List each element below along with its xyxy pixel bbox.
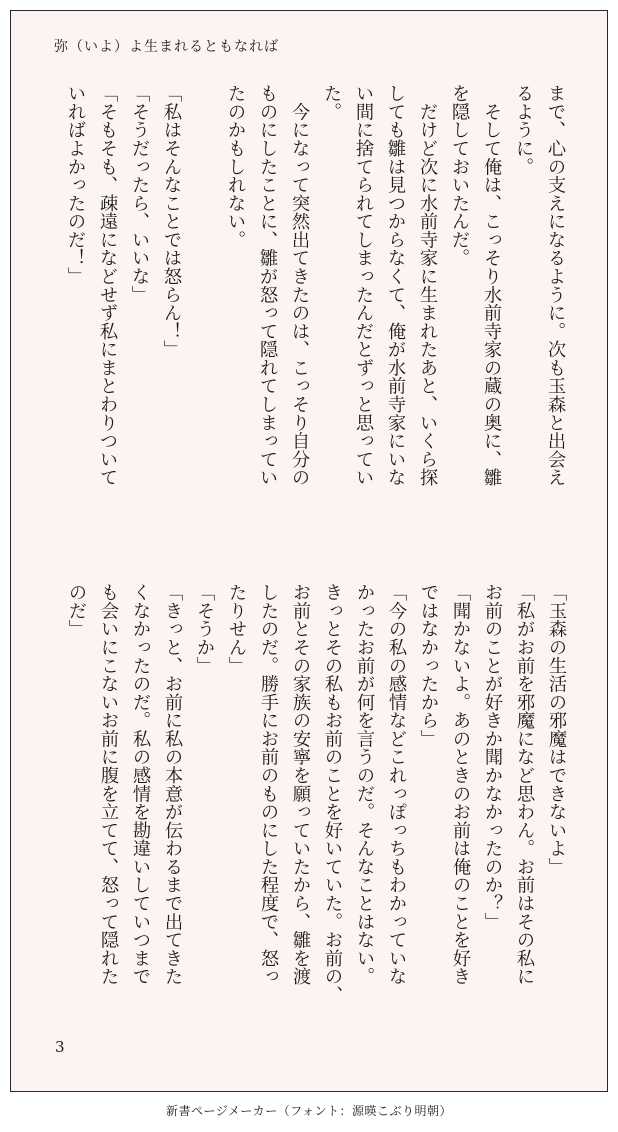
text-line: かったお前が何を言うのだ。そんなことはない。	[354, 583, 375, 986]
text-line: るように。	[513, 84, 534, 176]
text-line: 「私がお前を邪魔になど思わん。お前はその私に	[514, 583, 535, 986]
text-line: 「今の私の感情などこれっぽっちもわかっていな	[386, 583, 407, 986]
text-line: た。	[321, 84, 342, 121]
text-line: 「玉森の生活の邪魔はできないよ」	[546, 583, 567, 876]
footer-credit: 新書ページメーカー（フォント：源暎こぶり明朝）	[165, 1104, 453, 1118]
text-line: 「聞かないよ。あのときのお前は俺のことを好き	[450, 583, 471, 986]
text-line: たのかもしれない。	[225, 84, 246, 249]
text-line: 「そうか」	[194, 583, 215, 675]
page-number: 3	[55, 1038, 65, 1056]
text-line: のだ」	[66, 583, 87, 638]
text-line: い間に捨てられてしまったんだとずっと思ってい	[353, 84, 374, 487]
text-line: お前とその家族の安寧を願っていたから、雛を渡	[290, 583, 311, 986]
text-line: 「私はそんなことでは怒らん！」	[161, 84, 182, 359]
text-line: まで、心の支えになるように。次も玉森と出会え	[545, 84, 566, 487]
text-line: お前のことが好きか聞かなかったのか？」	[482, 583, 503, 931]
text-block-bottom	[60, 583, 572, 1023]
text-line: を隠しておいたんだ。	[449, 84, 470, 267]
text-line: も会いにこないお前に腹を立てて、怒って隠れた	[98, 583, 119, 986]
text-line: したのだ。勝手にお前のものにした程度で、怒っ	[258, 583, 279, 986]
text-line: いればよかったのだ！」	[65, 84, 86, 286]
text-line: ではなかったから」	[418, 583, 439, 748]
text-block-top	[59, 84, 571, 524]
text-line: 「そうだったら、いいな」	[129, 84, 150, 304]
text-line: くなかったのだ。私の感情を勘違いしていつまで	[130, 583, 151, 986]
text-line: 今になって突然出てきたのは、こっそり自分の	[289, 84, 310, 487]
text-line: だけど次に水前寺家に生まれたあと、いくら探	[417, 84, 438, 487]
text-line: そして俺は、こっそり水前寺家の蔵の奥に、雛	[481, 84, 502, 487]
text-line: しても雛は見つからなくて、俺が水前寺家にいな	[385, 84, 406, 487]
text-line: 「そもそも、疎遠になどせず私にまとわりついて	[97, 84, 118, 487]
blank-line	[187, 84, 219, 524]
text-line: きっとその私もお前のことを好いていた。お前の、	[322, 583, 343, 1004]
running-header: 弥（いよ）よ生まれるともなれば	[54, 39, 279, 55]
text-line: 「きっと、お前に私の本意が伝わるまで出てきた	[162, 583, 183, 986]
text-line: たりせん」	[226, 583, 247, 675]
text-line: ものにしたことに、雛が怒って隠れてしまってい	[257, 84, 278, 487]
